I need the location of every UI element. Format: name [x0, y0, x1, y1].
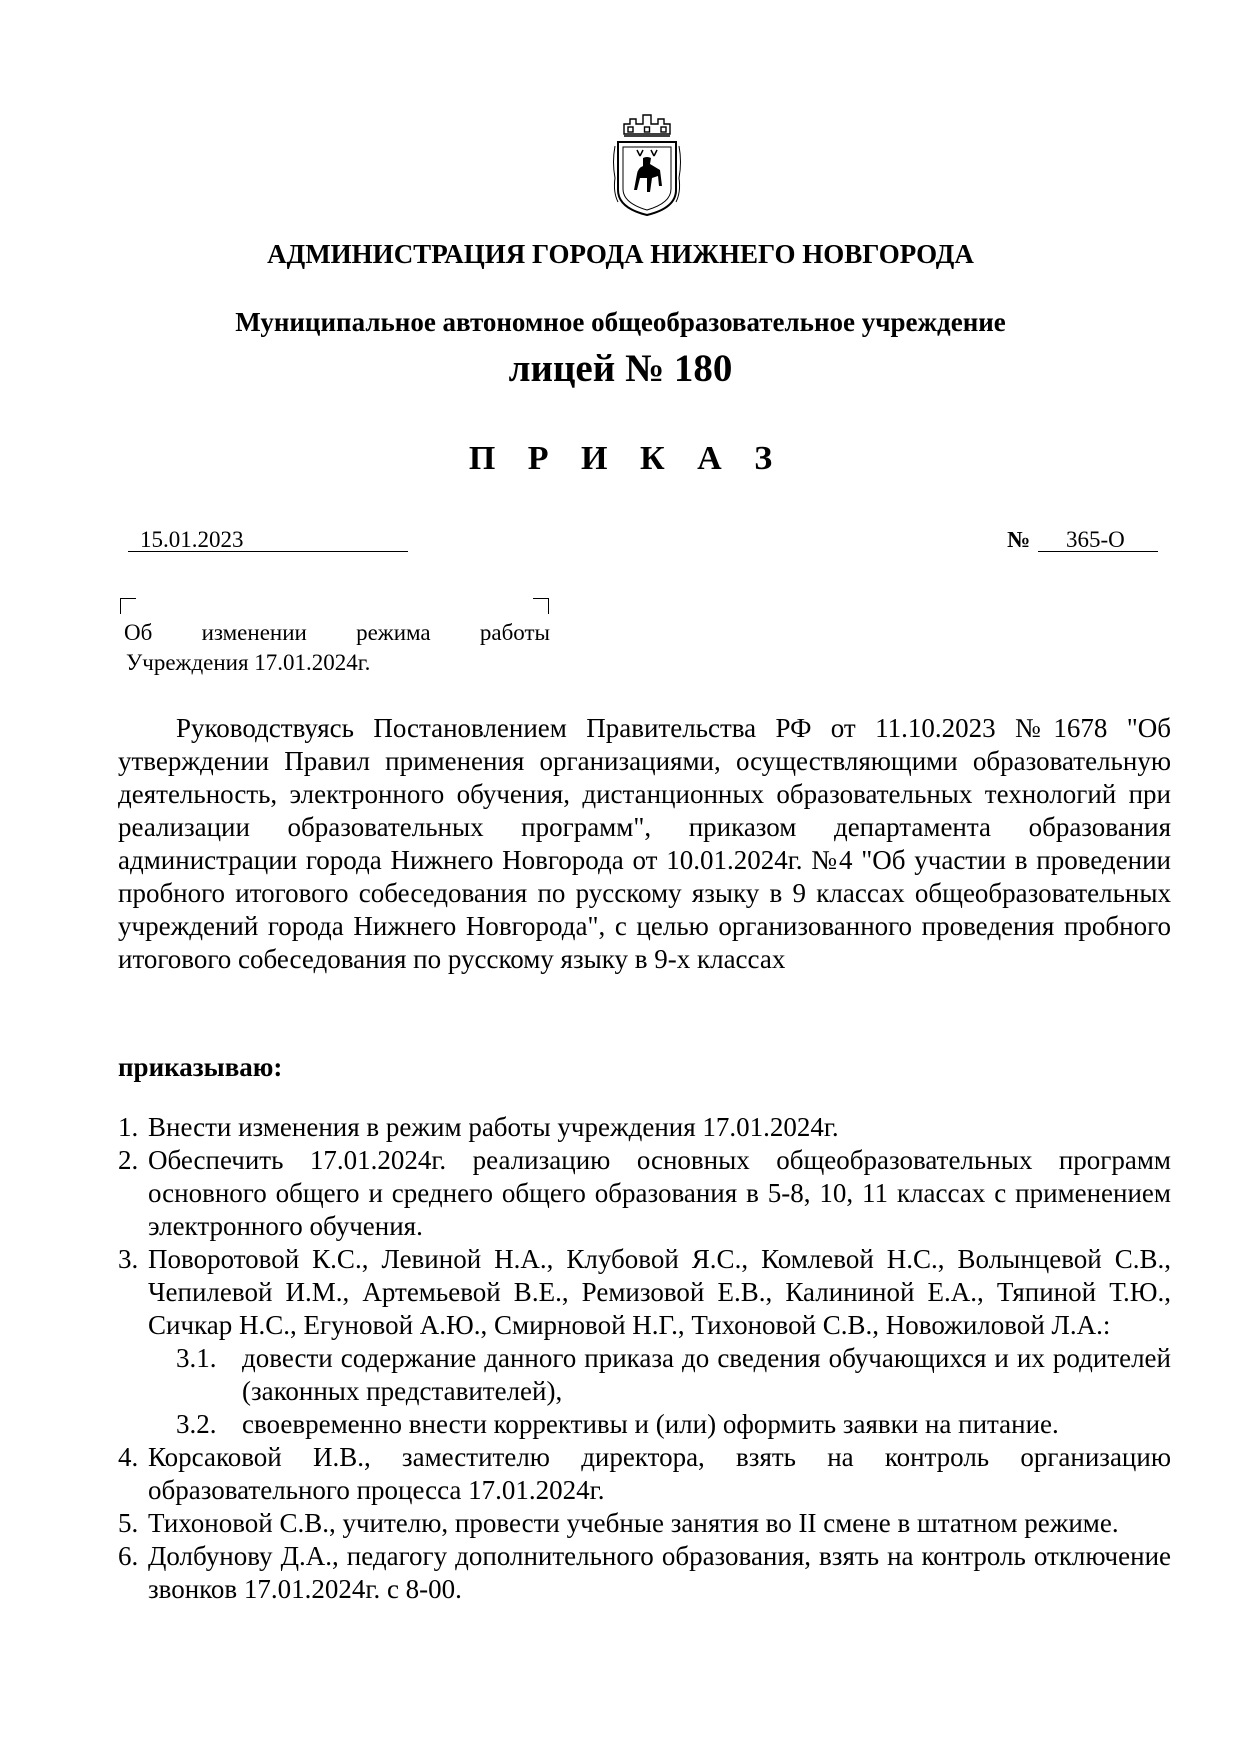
- decree-word: приказываю:: [118, 1052, 283, 1082]
- subject-word: режима: [356, 620, 431, 645]
- subject-word: Об: [124, 620, 153, 645]
- document-number: 365-О: [1038, 528, 1158, 552]
- subject-corner-mark-left: [120, 598, 136, 614]
- organization-name: Муниципальное автономное общеобразовательное учреждение: [235, 307, 1006, 337]
- document-type-title: П Р И К А З: [468, 440, 785, 477]
- city-coat-of-arms-emblem: [610, 112, 684, 218]
- order-item-number: 2.: [118, 1145, 139, 1175]
- document-subject: [124, 618, 550, 678]
- order-item-number: 5.: [118, 1508, 139, 1538]
- order-item-number: 4.: [118, 1442, 139, 1472]
- order-item-number: 1.: [118, 1112, 139, 1142]
- subject-word: работы: [479, 620, 550, 645]
- order-subitem-text: довести содержание данного приказа до сведения обучающихся и их родителей (законных представителей),: [242, 1343, 1171, 1406]
- number-sign: №: [1007, 527, 1031, 552]
- order-item: [118, 1540, 1171, 1606]
- subject-line-1: [124, 618, 550, 648]
- order-item-number: 3.: [118, 1244, 139, 1274]
- order-item-text: Корсаковой И.В., заместителю директора, взять на контроль организацию образовательного процесса 17.01.2024г.: [148, 1442, 1171, 1505]
- order-item-text: Поворотовой К.С., Левиной Н.А., Клубовой Я.С., Комлевой Н.С., Волынцевой С.В., Чепилевой И.М., Артемьевой В.Е., Ремизовой Е.В., Калининой Е.А., Тяпиной Т.Ю., Сичкар Н.С., Егуновой А.Ю., Смирновой Н.Г., Тихоновой С.В., Новожиловой Л.А.:: [148, 1244, 1171, 1340]
- order-item: [118, 1243, 1171, 1441]
- order-subitem: [148, 1408, 1171, 1441]
- order-item: [118, 1111, 1171, 1144]
- preamble-paragraph: Руководствуясь Постановлением Правительства РФ от 11.10.2023 №1678 "Об утверждении Правил применения организациями, осуществляющими образовательную деятельность, электронного обучения, дистанционных образовательных технологий при реализации образовательных программ", приказом департамента образования администрации города Нижнего Новгорода от 10.01.2024г. №4 "Об участии в проведении пробного итогового собеседования по русскому языку в 9 классах общеобразовательных учреждений города Нижнего Новгорода", с целью организованного проведения пробного итогового собеседования по русскому языку в 9-х классах: [118, 713, 1171, 974]
- order-item: [118, 1144, 1171, 1243]
- order-subitem: [148, 1342, 1171, 1408]
- subject-line-2: Учреждения 17.01.2024г.: [126, 650, 371, 675]
- order-item-number: 6.: [118, 1541, 139, 1571]
- order-item: [118, 1441, 1171, 1507]
- lyceum-name: лицей № 180: [508, 347, 733, 390]
- document-date: 15.01.2023: [128, 528, 408, 552]
- order-item-text: Внести изменения в режим работы учреждения 17.01.2024г.: [148, 1112, 839, 1142]
- subject-corner-mark-right: [533, 598, 549, 614]
- order-subitem-number: 3.2.: [176, 1409, 217, 1439]
- order-items-list: [118, 1111, 1171, 1606]
- subject-word: изменении: [201, 620, 307, 645]
- order-subitems-list: [148, 1342, 1171, 1441]
- order-item-text: Тихоновой С.В., учителю, провести учебные занятия во II смене в штатном режиме.: [148, 1508, 1119, 1538]
- order-item: [118, 1507, 1171, 1540]
- order-item-text: Долбунову Д.А., педагогу дополнительного образования, взять на контроль отключение звонков 17.01.2024г. с 8-00.: [148, 1541, 1171, 1604]
- order-subitem-text: своевременно внести коррективы и (или) оформить заявки на питание.: [242, 1409, 1059, 1439]
- order-subitem-number: 3.1.: [176, 1343, 217, 1373]
- order-item-text: Обеспечить 17.01.2024г. реализацию основных общеобразовательных программ основного общего и среднего общего образования в 5-8, 10, 11 классах с применением электронного обучения.: [148, 1145, 1171, 1241]
- administration-heading: АДМИНИСТРАЦИЯ ГОРОДА НИЖНЕГО НОВГОРОДА: [267, 239, 974, 269]
